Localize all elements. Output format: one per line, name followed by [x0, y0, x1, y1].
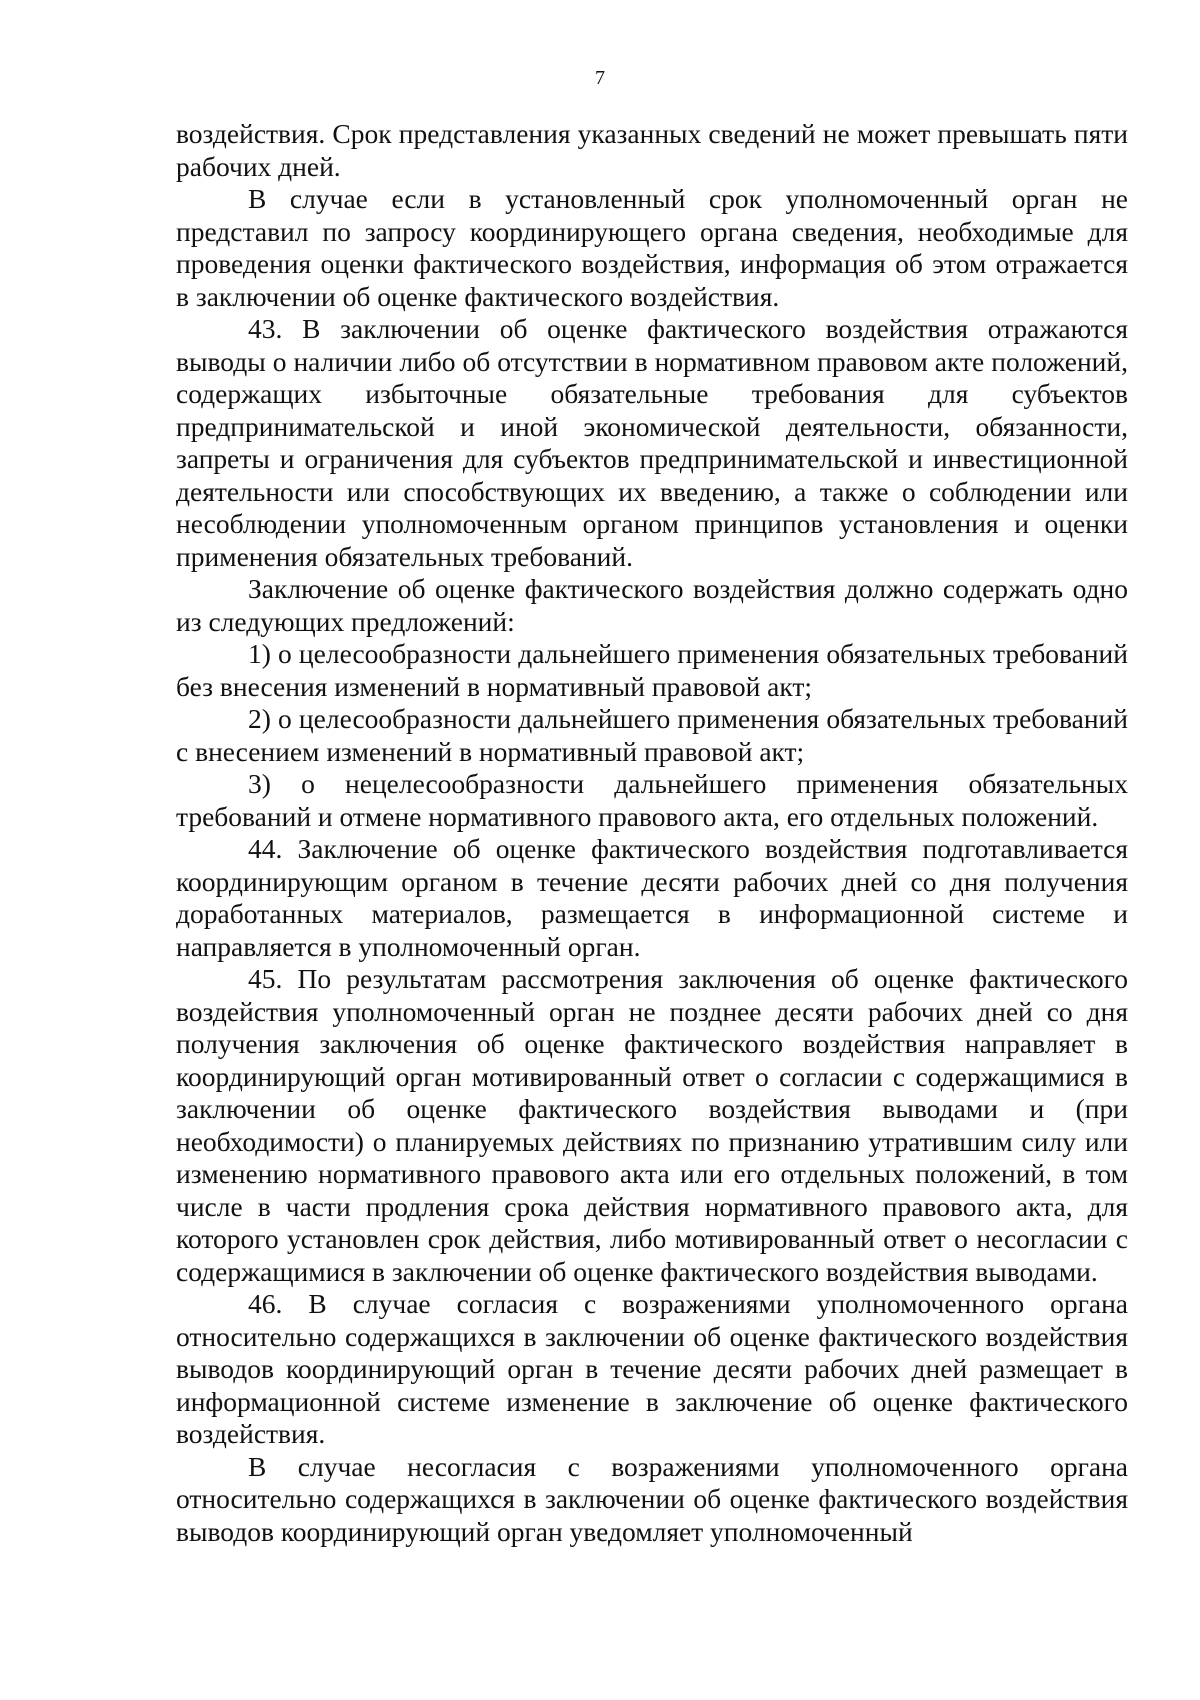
paragraph-item-43: 43. В заключении об оценке фактического воздействия отражаются выводы о наличии либо об отсутствии в нормативном правовом акте положений, содержащих избыточные обязательные требования для субъектов предпринимательской и иной экономической деятельности, обязанности, запреты и ограничения для субъектов предпринимательской и инвестиционной деятельности или способствующих их введению, а также о соблюдении или несоблюдении уполномоченным органом принципов установления и оценки применения обязательных требований.	[176, 313, 1128, 572]
paragraph-disagreement: В случае несогласия с возражениями уполномоченного органа относительно содержащихся в заключении об оценке фактического воздействия выводов координирующий орган уведомляет уполномоченный	[176, 1450, 1128, 1547]
paragraph-item-46: 46. В случае согласия с возражениями уполномоченного органа относительно содержащихся в заключении об оценке фактического воздействия выводов координирующий орган в течение десяти рабочих дней размещает в информационной системе изменение в заключение об оценке фактического воздействия.	[176, 1288, 1128, 1449]
paragraph-continuation: воздействия. Срок представления указанных сведений не может превышать пяти рабочих дней.	[176, 118, 1128, 182]
list-item-2: 2) о целесообразности дальнейшего применения обязательных требований с внесением изменений в нормативный правовой акт;	[176, 703, 1128, 767]
paragraph-missing-information: В случае если в установленный срок уполномоченный орган не представил по запросу координирующего органа сведения, необходимые для проведения оценки фактического воздействия, информация об этом отражается в заключении об оценке фактического воздействия.	[176, 183, 1128, 312]
document-body	[176, 118, 1128, 1548]
paragraph-item-44: 44. Заключение об оценке фактического воздействия подготавливается координирующим органом в течение десяти рабочих дней со дня получения доработанных материалов, размещается в информационной системе и направляется в уполномоченный орган.	[176, 833, 1128, 962]
paragraph-conclusion-content: Заключение об оценке фактического воздействия должно содержать одно из следующих предложений:	[176, 573, 1128, 637]
list-item-1: 1) о целесообразности дальнейшего применения обязательных требований без внесения изменений в нормативный правовой акт;	[176, 638, 1128, 702]
paragraph-item-45: 45. По результатам рассмотрения заключения об оценке фактического воздействия уполномоченный орган не позднее десяти рабочих дней со дня получения заключения об оценке фактического воздействия направляет в координирующий орган мотивированный ответ о согласии с содержащимися в заключении об оценке фактического воздействия выводами и (при необходимости) о планируемых действиях по признанию утратившим силу или изменению нормативного правового акта или его отдельных положений, в том числе в части продления срока действия нормативного правового акта, для которого установлен срок действия, либо мотивированный ответ о несогласии с содержащимися в заключении об оценке фактического воздействия выводами.	[176, 963, 1128, 1287]
list-item-3: 3) о нецелесообразности дальнейшего применения обязательных требований и отмене нормативного правового акта, его отдельных положений.	[176, 768, 1128, 832]
page-number: 7	[595, 67, 605, 89]
